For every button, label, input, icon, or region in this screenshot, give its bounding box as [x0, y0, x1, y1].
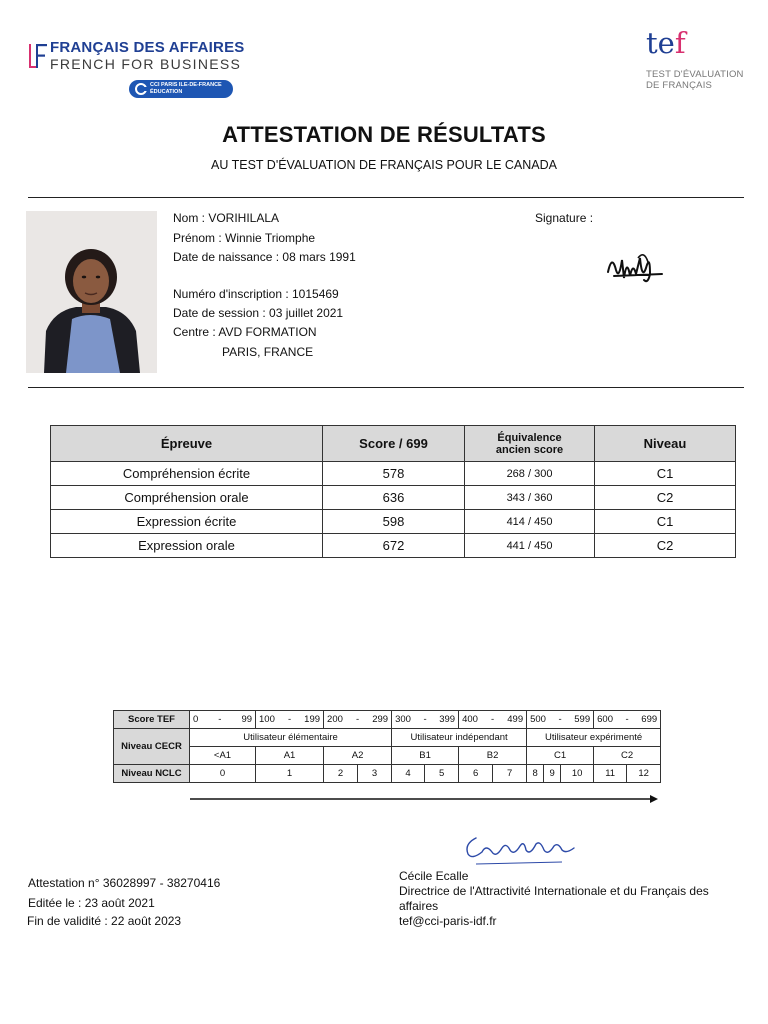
scale-cecr-label: Niveau CECR [114, 729, 190, 765]
table-row [51, 534, 736, 558]
scale-range: 400 - 499 [459, 711, 527, 729]
candidate-photo [26, 211, 157, 373]
scale-nclc-level: 7 [493, 765, 527, 783]
director-signature-icon [462, 828, 580, 868]
scale-score-label: Score TEF [114, 711, 190, 729]
scale-nclc-label: Niveau NCLC [114, 765, 190, 783]
brand-line-1: FRANÇAIS DES AFFAIRES [50, 39, 245, 56]
scale-cecr-level: A2 [324, 747, 392, 765]
scale-cecr-level: B2 [459, 747, 527, 765]
scale-user-experimente: Utilisateur expérimenté [527, 729, 661, 747]
cell-score: 598 [323, 510, 465, 534]
tef-logo-te: te [646, 26, 675, 60]
attestation-number: Attestation n° 36028997 - 38270416 [28, 876, 221, 890]
cci-text [150, 82, 222, 95]
cell-epreuve: Compréhension orale [51, 486, 323, 510]
cell-equivalence: 441 / 450 [465, 534, 595, 558]
candidate-birthdate: Date de naissance : 08 mars 1991 [173, 250, 356, 264]
scale-arrow-icon [190, 792, 660, 806]
header-equivalence-line1: Équivalence [497, 431, 562, 444]
scale-cecr-level: B1 [392, 747, 459, 765]
cell-equivalence: 268 / 300 [465, 462, 595, 486]
candidate-prenom: Prénom : Winnie Triomphe [173, 231, 316, 245]
cell-equivalence: 343 / 360 [465, 486, 595, 510]
header-equivalence-line2: ancien score [495, 443, 564, 456]
scale-range: 100 - 199 [256, 711, 324, 729]
middle-divider [28, 387, 744, 388]
header-niveau: Niveau [595, 426, 736, 462]
scale-nclc-level: 4 [392, 765, 425, 783]
scale-cecr-level: <A1 [190, 747, 256, 765]
cell-niveau: C1 [595, 462, 736, 486]
signature-label: Signature : [535, 211, 594, 225]
candidate-centre-city: PARIS, FRANCE [222, 345, 314, 359]
table-row [51, 486, 736, 510]
cell-epreuve: Compréhension écrite [51, 462, 323, 486]
tef-logo [646, 28, 686, 58]
scale-user-elementaire: Utilisateur élémentaire [190, 729, 392, 747]
candidate-registration: Numéro d'inscription : 1015469 [173, 287, 339, 301]
tef-logo-f: f [674, 26, 686, 60]
cci-line-1: CCI PARIS ILE-DE-FRANCE [150, 82, 222, 88]
cci-line-2: ÉDUCATION [150, 88, 183, 95]
cci-badge [129, 80, 233, 98]
scale-nclc-level: 11 [594, 765, 627, 783]
scale-nclc-level: 10 [561, 765, 594, 783]
tef-sub-line-2: DE FRANÇAIS [646, 80, 713, 91]
cell-epreuve: Expression orale [51, 534, 323, 558]
cell-score: 672 [323, 534, 465, 558]
scale-range: 300 - 399 [392, 711, 459, 729]
lef-logo-mark-icon [28, 42, 50, 70]
cell-equivalence: 414 / 450 [465, 510, 595, 534]
cci-logo-icon [135, 83, 147, 95]
candidate-signature-icon [600, 240, 672, 290]
scale-user-independant: Utilisateur indépendant [392, 729, 527, 747]
scale-score-row [114, 711, 661, 729]
scale-cecr-level: A1 [256, 747, 324, 765]
document-subtitle: AU TEST D'ÉVALUATION DE FRANÇAIS POUR LE CANADA [211, 158, 557, 172]
top-divider [28, 197, 744, 198]
scale-nclc-level: 2 [324, 765, 358, 783]
document-title: ATTESTATION DE RÉSULTATS [222, 122, 546, 147]
scale-nclc-level: 6 [459, 765, 493, 783]
cell-score: 636 [323, 486, 465, 510]
cell-niveau: C2 [595, 534, 736, 558]
candidate-session-date: Date de session : 03 juillet 2021 [173, 306, 344, 320]
brand-line-2: FRENCH FOR BUSINESS [50, 56, 242, 72]
scale-nclc-level: 0 [190, 765, 256, 783]
scale-range: 600 - 699 [594, 711, 661, 729]
candidate-nom: Nom : VORIHILALA [173, 211, 280, 225]
signer-title: Directrice de l'Attractivité Internationale et du Français des affaires [399, 884, 709, 913]
scale-cecr-row [114, 747, 661, 765]
scale-cecr-level: C1 [527, 747, 594, 765]
results-header-row [51, 426, 736, 462]
scale-nclc-level: 5 [425, 765, 459, 783]
candidate-centre: Centre : AVD FORMATION [173, 325, 317, 339]
cell-score: 578 [323, 462, 465, 486]
header-equivalence [465, 426, 595, 462]
validity-date: Fin de validité : 22 août 2023 [27, 914, 182, 928]
header-epreuve: Épreuve [51, 426, 323, 462]
scale-user-row [114, 729, 661, 747]
cell-niveau: C2 [595, 486, 736, 510]
scale-range: 500 - 599 [527, 711, 594, 729]
scale-range: 0 - 99 [190, 711, 256, 729]
results-table [50, 425, 736, 558]
cell-niveau: C1 [595, 510, 736, 534]
scale-range: 200 - 299 [324, 711, 392, 729]
editee-date: Editée le : 23 août 2021 [28, 896, 155, 910]
table-row [51, 462, 736, 486]
score-scale-table [113, 710, 661, 783]
scale-nclc-level: 12 [627, 765, 661, 783]
signer-email: tef@cci-paris-idf.fr [399, 914, 497, 928]
scale-nclc-level: 8 [527, 765, 544, 783]
tef-sub-line-1: TEST D'ÉVALUATION [646, 69, 744, 80]
header-score: Score / 699 [323, 426, 465, 462]
tef-subtitle [646, 69, 744, 91]
scale-nclc-level: 1 [256, 765, 324, 783]
scale-cecr-level: C2 [594, 747, 661, 765]
signer-block [399, 869, 739, 929]
table-row [51, 510, 736, 534]
scale-nclc-level: 9 [544, 765, 561, 783]
cell-epreuve: Expression écrite [51, 510, 323, 534]
signer-name: Cécile Ecalle [399, 869, 469, 883]
scale-nclc-level: 3 [358, 765, 392, 783]
scale-nclc-row [114, 765, 661, 783]
